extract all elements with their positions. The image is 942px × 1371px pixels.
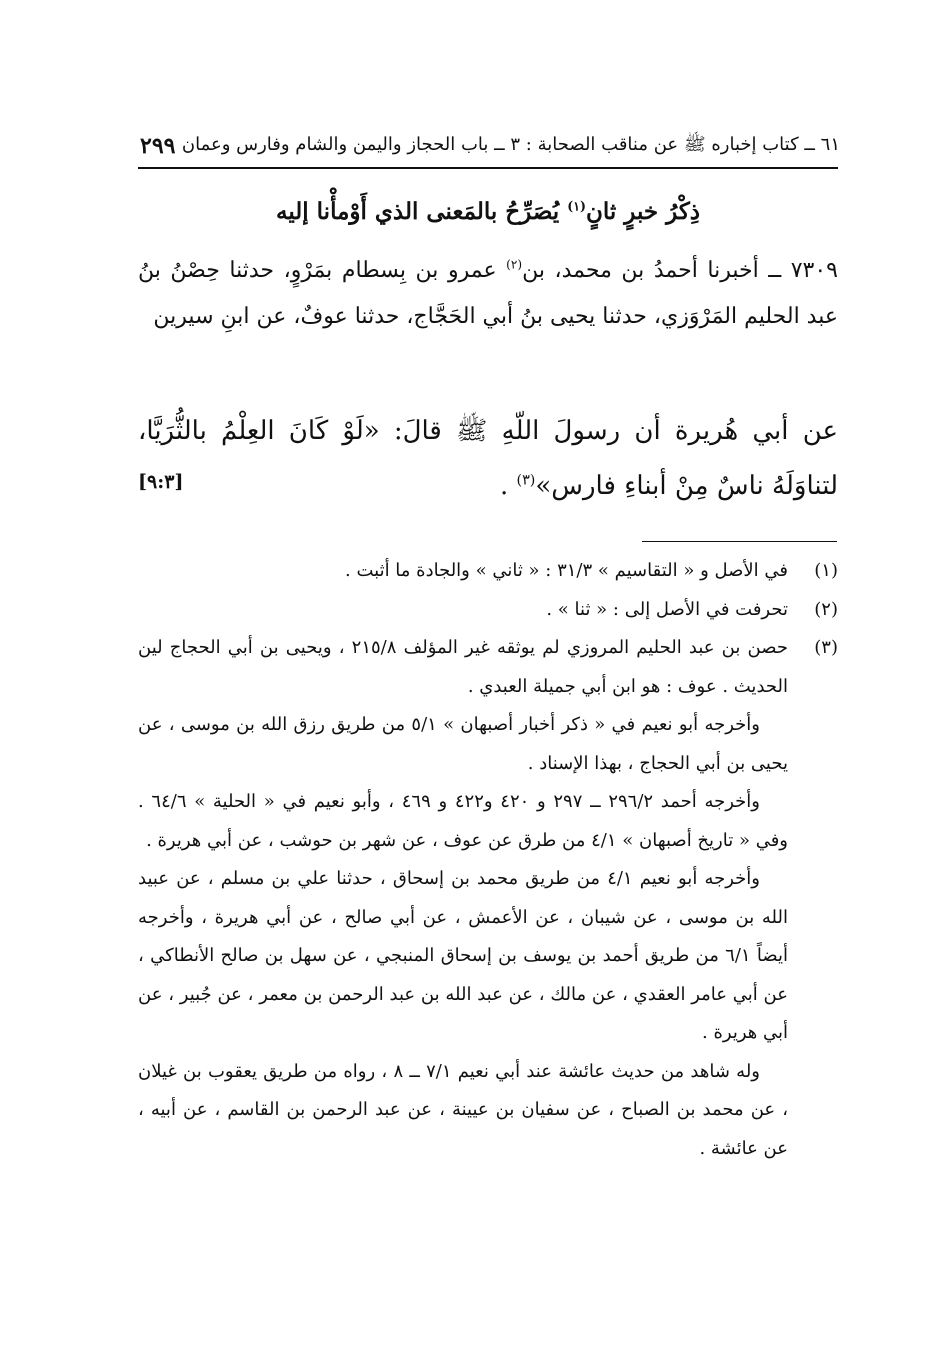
footnote-marker-2: (٢) <box>506 257 523 272</box>
running-header <box>140 126 840 166</box>
footnote-paragraph: وله شاهد من حديث عائشة عند أبي نعيم ٧/١ ــ ٨ ، رواه من طريق يعقوب بن غيلان ، عن محمد بن الصباح ، عن سفيان بن عيينة ، عن عبد الرحمن بن القاسم ، عن أبيه ، عن عائشة . <box>138 1060 788 1159</box>
isnad-text-part2: عمرو بن بِسطام بمَرْوٍ، حدثنا حِصْنُ بنُ عبد الحليم المَرْوَزي، حدثنا يحيى بنُ أبي الحَجَّاج، حدثنا عوفٌ، عن ابنِ سيرين <box>138 258 838 329</box>
footnote-2 <box>138 591 838 630</box>
hadith-matn <box>138 404 838 514</box>
isnad-text-part1: ٧٣٠٩ ــ أخبرنا أحمدُ بن محمد، بن <box>522 258 838 283</box>
footnote-number: (١) <box>814 560 838 581</box>
footnote-paragraph: حصن بن عبد الحليم المروزي لم يوثقه غير المؤلف ٢١٥/٨ ، ويحيى بن أبي الحجاج لين الحديث . عوف : هو ابن أبي جميلة العبدي . <box>138 637 788 697</box>
footnote-paragraph: في الأصل و « التقاسيم » ٣١/٣ : « ثاني » والجادة ما أثبت . <box>345 560 788 581</box>
section-title <box>138 190 838 234</box>
footnote-body <box>138 591 788 630</box>
matn-end: . <box>499 471 517 501</box>
footnote-paragraph: تحرفت في الأصل إلى : « ثنا » . <box>546 598 788 620</box>
footnotes <box>138 552 838 1168</box>
hadith-isnad <box>138 248 838 340</box>
section-title-part2: يُصَرِّحُ بالمَعنى الذي أَوْمأْنا إليه <box>275 198 568 225</box>
footnote-separator <box>642 541 837 542</box>
matn-text: عن أبي هُريرة أن رسولَ اللّهِ ﷺ قالَ: «لَوْ كَانَ العِلْمُ بالثُّرَيَّا، لتناوَلَهُ ناسٌ مِنْ أبناءِ فارس» <box>138 416 839 501</box>
footnote-number: (٣) <box>814 637 838 658</box>
footnote-1 <box>138 552 838 591</box>
section-title-part1: ذِكْرُ خبرٍ ثانٍ <box>585 198 701 225</box>
footnote-paragraph: وأخرجه أبو نعيم في « ذكر أخبار أصبهان » ٥/١ من طريق رزق الله بن موسى ، عن يحيى بن أبي الحجاج ، بهذا الإسناد . <box>138 714 788 774</box>
page-number: ٢٩٩ <box>140 133 176 159</box>
footnote-body <box>138 552 788 591</box>
footnote-marker-1: (١) <box>567 198 586 214</box>
footnote-number: (٢) <box>814 598 838 620</box>
footnote-paragraph: وأخرجه أبو نعيم ٤/١ من طريق محمد بن إسحاق ، حدثنا علي بن مسلم ، عن عبيد الله بن موسى ، عن شيبان ، عن الأعمش ، عن أبي صالح ، عن أبي هريرة ، وأخرجه أيضاً ٦/١ من طريق أحمد بن يوسف بن إسحاق المنبجي ، عن سهل بن صالح الأنطاكي ، عن أبي عامر العقدي ، عن مالك ، عن عبد الله بن عبد الرحمن بن معمر ، عن جُبير ، عن أبي هريرة . <box>138 868 788 1043</box>
isnad-paragraph <box>138 248 838 340</box>
footnote-3 <box>138 629 838 1168</box>
hadith-reference: [٩:٣] <box>138 471 184 493</box>
footnote-body <box>138 629 788 1168</box>
footnote-marker-3: (٣) <box>516 472 536 489</box>
running-title: ٦١ ــ كتاب إخباره ﷺ عن مناقب الصحابة : ٣ ــ باب الحجاز واليمن والشام وفارس وعمان <box>181 134 840 155</box>
footnote-paragraph: وأخرجه أحمد ٢٩٦/٢ ــ ٢٩٧ و ٤٢٠ و٤٢٢ و ٤٦٩ ، وأبو نعيم في « الحلية » ٦٤/٦ . وفي « تاريخ أصبهان » ٤/١ من طرق عن عوف ، عن شهر بن حوشب ، عن أبي هريرة . <box>138 791 788 851</box>
header-rule <box>138 167 838 169</box>
